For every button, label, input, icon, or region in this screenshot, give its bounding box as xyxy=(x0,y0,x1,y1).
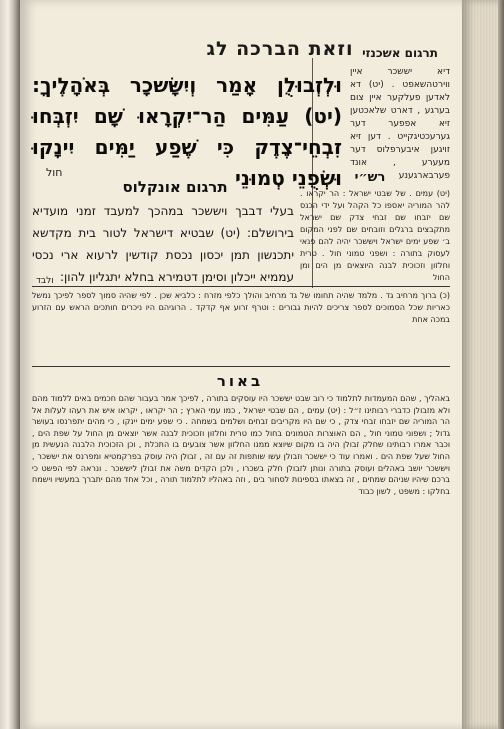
yiddish-heading: תרגום אשכנזי xyxy=(362,46,438,60)
biur-commentary: באהליך , שהם המעמדות לתלמוד כי רוב שבט יששכר היו עוסקים בתורה , לפיכך אמר בעבור שהם חכמים באים ללמוד מהם ולא מזבולן כדברי רבותינו ז״ל : (יט) עמים , הם שבטי ישראל , כמו עמי הארץ ; הר יקראו , יקראו איש את רעהו לעלות אל הר המוריה שם יזבחו זבחי צדק , כי שם היו מקריבים זבחים ושלמים בשמחה . כי שפע ימים יינקו , כי מהים יתפרנסו בעושר גדול ; ושפוני טמוני חול , הם האוצרות הטמונים בחול כמו טרית וחלזון וזכוכית לבנה אשר יוצאים מן החול על שפת הים , וכבר אמרו רבותינו שחלק זבולן היה בו מקום שיוצא ממנו החלזון אשר צובעים בו התכלת , וכן הזכוכית הלבנה הנעשית מן החול שעל שפת הים . ואמרו עוד כי יששכר וזבולן עשו שותפות זה עם זה , זבולן היה עוסק בפרקמטיא ומפרנס את יששכר , ויששכר יושב באהלים ועוסק בתורה ונותן לזבולן חלק בשכרו , ולכן הקדים משה את זבולן ליששכר . ונראה לפי הפשט כי ברכם שיהיו שניהם שמחים , זה בצאתו בספינות לסחור בים , וזה באהליו לתלמוד תורה , וכל אחד מהם יתברך במעשיו וישמח בחלקו : משפט , לשון כבוד xyxy=(32,394,450,496)
yiddish-translation: דיא יששכר איין ווירטהשאפט . (יט) דא לאדען פעלקער איין צום בערגע , דארט שלאכטען זיא אפפער דער גערעכטיגקייט . דען זיא זויגען איבערפלוס דער מעערע , אונד פערבארגענע xyxy=(350,67,450,181)
rashi-commentary-continued: (כ) ברוך מרחיב גד . מלמד שהיה תחומו של גד מרחיב והולך כלפי מזרח : כלביא שכן . לפי שהיה סמוך לספר לפיכך נמשל כאריות שכל הסמוכים לספר צריכים להיות גבורים : וטרף זרוע אף קדקד . הרוגיהם היו ניכרים חותכים הראש עם הזרוע במכה אחת xyxy=(32,291,450,324)
section-rule-top xyxy=(32,286,450,287)
onkelos-heading: תרגום אונקלוס xyxy=(122,178,228,196)
rashi-heading: רש״י xyxy=(354,170,386,185)
torah-verse: וּלְזְבוּלֻן אָמַר וְיִשָּׂשכָר בְּאֹהָלֶיךָ: (יט) עַמִּים הַר־יִקְרָאוּ שָׁם יִזְבְּחוּ זִבְחֵי־צֶדֶק כִּי שֶׁפַע יַמִּים יִינָקוּ וּשְׂפֻנֵי טְמוּנֵי xyxy=(32,73,342,190)
onkelos-continuation-word: ולבד xyxy=(36,276,54,286)
book-binding xyxy=(0,0,20,729)
page-header: וזאת הברכה לג xyxy=(206,38,354,60)
biur-heading: באור xyxy=(216,372,264,390)
page-edges xyxy=(462,0,504,729)
rashi-commentary: (יט) עמים . של שבטי ישראל : הר יקראו . להר המוריה יאספו כל הקהל ועל ידי הכנס שם יזבחו שם זבחי צדק שם ישראל מתקבצים ברגלים וזובחים שם לפני המקום ב׳ שפע ימים ישראל ויששכר יהיה להם פנאי לעסוק בתורה : ושפני טמוני חול . טרית וחלזון וזכוכית לבנה היוצאים מן הים ומן החול xyxy=(300,189,450,282)
verse-continuation-word: חול xyxy=(46,166,63,179)
onkelos-text: בעלי דבבך ויששכר במהכך למעבד זמני מועדיא בירושלם: (יט) שבטיא דישראל לטור בית מקדשא יתכנשון תמן יכסון נכסת קודשין לרעוא ארי נכסי עממיא ייכלון וסימן דטמירא בחלא יתגליון להון: xyxy=(32,204,294,284)
section-rule-biur xyxy=(32,366,450,367)
